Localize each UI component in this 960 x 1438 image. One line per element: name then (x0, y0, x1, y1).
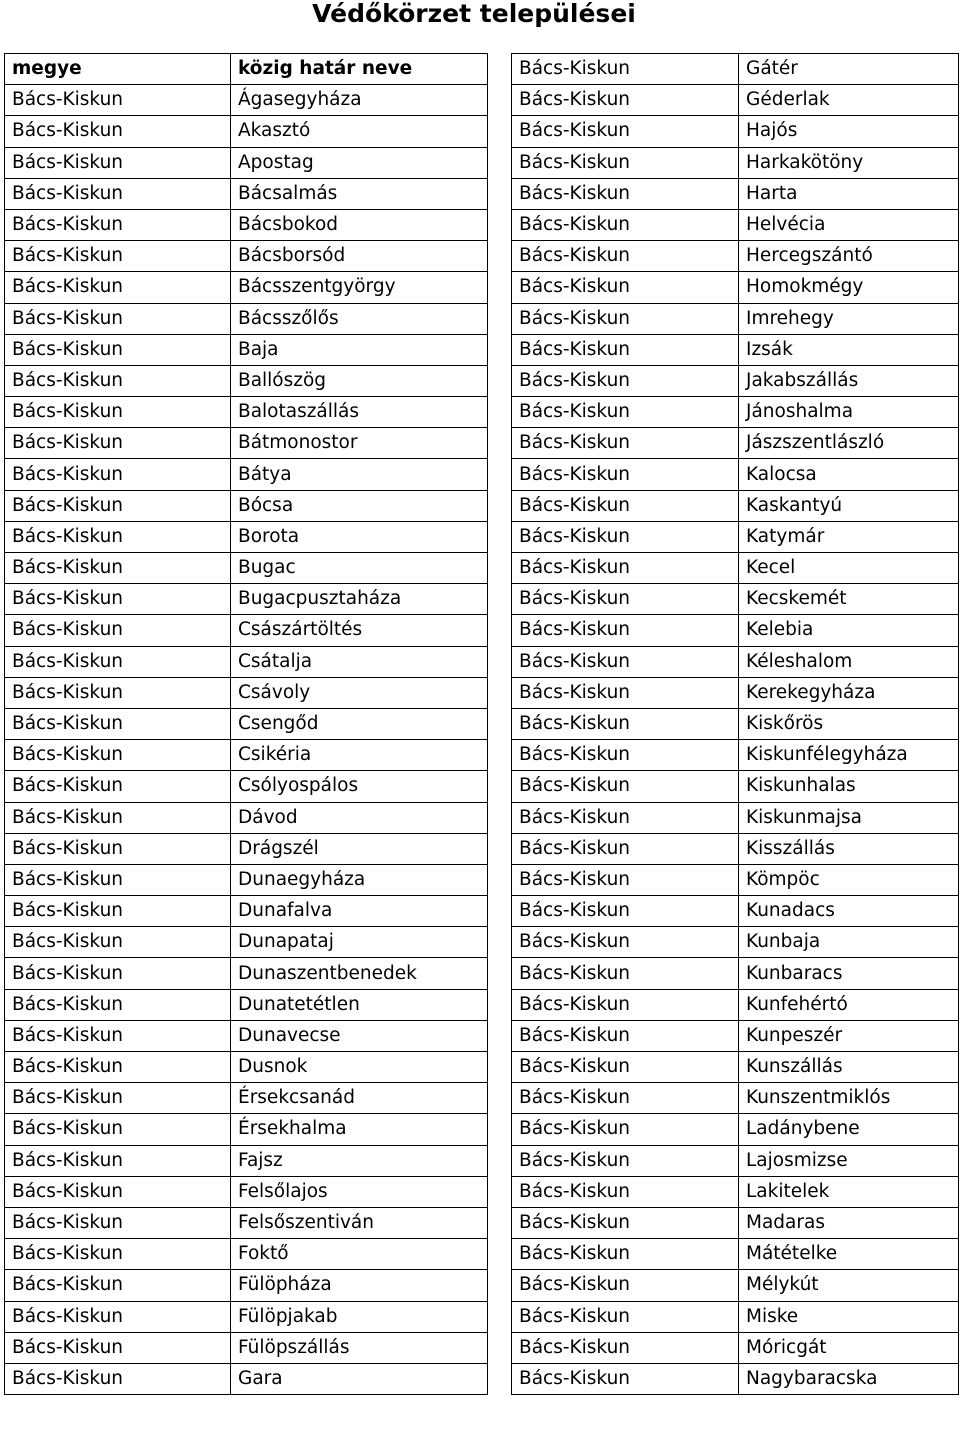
cell-county: Bács-Kiskun (512, 272, 739, 303)
table-row (512, 85, 959, 116)
table-row (5, 771, 488, 802)
table-row (512, 864, 959, 895)
cell-county: Bács-Kiskun (5, 334, 231, 365)
cell-settlement: Kunszentmiklós (739, 1083, 959, 1114)
cell-settlement: Helvécia (739, 209, 959, 240)
cell-county: Bács-Kiskun (512, 428, 739, 459)
cell-county: Bács-Kiskun (512, 553, 739, 584)
cell-settlement: Kunbaja (739, 927, 959, 958)
table-row (5, 116, 488, 147)
cell-settlement: Kiskunfélegyháza (739, 740, 959, 771)
cell-settlement: Bátya (231, 459, 488, 490)
table-row (512, 490, 959, 521)
cell-settlement: Kalocsa (739, 459, 959, 490)
cell-county: Bács-Kiskun (5, 1363, 231, 1394)
cell-settlement: Akasztó (231, 116, 488, 147)
cell-settlement: Érsekcsanád (231, 1083, 488, 1114)
cell-county: Bács-Kiskun (5, 1332, 231, 1363)
cell-county: Bács-Kiskun (512, 708, 739, 739)
table-row (5, 521, 488, 552)
cell-county: Bács-Kiskun (5, 833, 231, 864)
cell-county: Bács-Kiskun (512, 459, 739, 490)
cell-county: Bács-Kiskun (5, 303, 231, 334)
cell-settlement: Csólyospálos (231, 771, 488, 802)
cell-settlement: Gara (231, 1363, 488, 1394)
cell-county: Bács-Kiskun (5, 178, 231, 209)
cell-settlement: Bácsbokod (231, 209, 488, 240)
cell-settlement: Kömpöc (739, 864, 959, 895)
cell-settlement: Géderlak (739, 85, 959, 116)
table-row (512, 365, 959, 396)
cell-settlement: Bácsszőlős (231, 303, 488, 334)
table-row (512, 521, 959, 552)
cell-county: Bács-Kiskun (512, 927, 739, 958)
table-row (5, 802, 488, 833)
cell-settlement: Lakitelek (739, 1176, 959, 1207)
cell-county: Bács-Kiskun (512, 365, 739, 396)
table-row (512, 459, 959, 490)
cell-settlement: Izsák (739, 334, 959, 365)
cell-settlement: Dunapataj (231, 927, 488, 958)
table-row (512, 1083, 959, 1114)
table-row (512, 553, 959, 584)
cell-settlement: Drágszél (231, 833, 488, 864)
table-row (5, 272, 488, 303)
cell-county: Bács-Kiskun (5, 802, 231, 833)
cell-settlement: Felsőlajos (231, 1176, 488, 1207)
cell-settlement: Dunaegyháza (231, 864, 488, 895)
table-row (5, 241, 488, 272)
table-row (5, 459, 488, 490)
cell-county: Bács-Kiskun (5, 490, 231, 521)
cell-settlement: Katymár (739, 521, 959, 552)
table-row (5, 1145, 488, 1176)
table-row (5, 1301, 488, 1332)
cell-county: Bács-Kiskun (5, 1083, 231, 1114)
cell-county: Bács-Kiskun (5, 896, 231, 927)
header-boundary-name: közig határ neve (231, 54, 488, 85)
cell-county: Bács-Kiskun (512, 864, 739, 895)
cell-settlement: Balotaszállás (231, 397, 488, 428)
cell-county: Bács-Kiskun (512, 147, 739, 178)
cell-settlement: Dusnok (231, 1052, 488, 1083)
cell-settlement: Madaras (739, 1207, 959, 1238)
cell-county: Bács-Kiskun (512, 241, 739, 272)
cell-settlement: Dunatetétlen (231, 989, 488, 1020)
table-row (512, 209, 959, 240)
header-county: megye (5, 54, 231, 85)
cell-county: Bács-Kiskun (512, 1145, 739, 1176)
cell-settlement: Móricgát (739, 1332, 959, 1363)
table-row (512, 1270, 959, 1301)
table-header-row (5, 54, 488, 85)
table-row (5, 1114, 488, 1145)
cell-settlement: Bácsborsód (231, 241, 488, 272)
table-row (512, 1332, 959, 1363)
cell-county: Bács-Kiskun (512, 802, 739, 833)
cell-settlement: Ballószög (231, 365, 488, 396)
cell-settlement: Kiskőrös (739, 708, 959, 739)
cell-county: Bács-Kiskun (5, 708, 231, 739)
table-row (5, 958, 488, 989)
cell-settlement: Dunavecse (231, 1020, 488, 1051)
cell-county: Bács-Kiskun (512, 584, 739, 615)
cell-county: Bács-Kiskun (5, 1270, 231, 1301)
cell-settlement: Kunbaracs (739, 958, 959, 989)
table-row (512, 1052, 959, 1083)
cell-settlement: Fülöpháza (231, 1270, 488, 1301)
cell-settlement: Kerekegyháza (739, 677, 959, 708)
cell-county: Bács-Kiskun (5, 1145, 231, 1176)
cell-county: Bács-Kiskun (5, 864, 231, 895)
cell-county: Bács-Kiskun (512, 833, 739, 864)
page-title: Védőkörzet települései (312, 0, 636, 28)
table-row (5, 927, 488, 958)
cell-county: Bács-Kiskun (5, 1176, 231, 1207)
cell-county: Bács-Kiskun (5, 521, 231, 552)
cell-settlement: Felsőszentiván (231, 1207, 488, 1238)
cell-settlement: Nagybaracska (739, 1363, 959, 1394)
table-row (512, 428, 959, 459)
table-row (5, 740, 488, 771)
table-row (512, 1207, 959, 1238)
cell-county: Bács-Kiskun (512, 1020, 739, 1051)
table-row (512, 1176, 959, 1207)
table-row (512, 1363, 959, 1394)
cell-county: Bács-Kiskun (5, 1020, 231, 1051)
cell-county: Bács-Kiskun (512, 646, 739, 677)
cell-county: Bács-Kiskun (512, 178, 739, 209)
cell-settlement: Harta (739, 178, 959, 209)
cell-county: Bács-Kiskun (512, 1332, 739, 1363)
cell-county: Bács-Kiskun (512, 958, 739, 989)
cell-settlement: Harkakötöny (739, 147, 959, 178)
cell-county: Bács-Kiskun (512, 521, 739, 552)
table-row (5, 896, 488, 927)
table-row (512, 927, 959, 958)
table-row (5, 1270, 488, 1301)
cell-settlement: Mélykút (739, 1270, 959, 1301)
table-row (512, 677, 959, 708)
table-row (512, 646, 959, 677)
table-row (512, 54, 959, 85)
table-row (512, 740, 959, 771)
cell-settlement: Kiskunmajsa (739, 802, 959, 833)
cell-county: Bács-Kiskun (5, 397, 231, 428)
table-row (5, 553, 488, 584)
cell-settlement: Kunadacs (739, 896, 959, 927)
cell-county: Bács-Kiskun (512, 1239, 739, 1270)
table-row (5, 989, 488, 1020)
table-row (512, 1239, 959, 1270)
cell-county: Bács-Kiskun (5, 241, 231, 272)
table-row (512, 272, 959, 303)
cell-county: Bács-Kiskun (512, 209, 739, 240)
cell-settlement: Bócsa (231, 490, 488, 521)
cell-settlement: Baja (231, 334, 488, 365)
cell-county: Bács-Kiskun (512, 116, 739, 147)
cell-settlement: Ladánybene (739, 1114, 959, 1145)
cell-county: Bács-Kiskun (512, 615, 739, 646)
cell-county: Bács-Kiskun (512, 771, 739, 802)
cell-settlement: Kecel (739, 553, 959, 584)
table-row (5, 1052, 488, 1083)
table-row (512, 241, 959, 272)
table-row (512, 1301, 959, 1332)
table-row (5, 615, 488, 646)
cell-settlement: Bugacpusztaháza (231, 584, 488, 615)
cell-county: Bács-Kiskun (512, 1083, 739, 1114)
cell-county: Bács-Kiskun (5, 1052, 231, 1083)
cell-settlement: Csátalja (231, 646, 488, 677)
settlements-table-left (4, 53, 488, 1395)
cell-county: Bács-Kiskun (5, 147, 231, 178)
cell-county: Bács-Kiskun (5, 771, 231, 802)
table-row (5, 1207, 488, 1238)
cell-settlement: Bácsszentgyörgy (231, 272, 488, 303)
cell-county: Bács-Kiskun (5, 615, 231, 646)
cell-settlement: Jánoshalma (739, 397, 959, 428)
table-row (5, 1176, 488, 1207)
cell-county: Bács-Kiskun (5, 272, 231, 303)
cell-county: Bács-Kiskun (5, 740, 231, 771)
cell-settlement: Kisszállás (739, 833, 959, 864)
cell-county: Bács-Kiskun (512, 1114, 739, 1145)
cell-settlement: Bugac (231, 553, 488, 584)
cell-settlement: Jakabszállás (739, 365, 959, 396)
table-row (5, 1363, 488, 1394)
cell-county: Bács-Kiskun (5, 459, 231, 490)
table-row (512, 584, 959, 615)
cell-settlement: Homokmégy (739, 272, 959, 303)
table-row (512, 1145, 959, 1176)
cell-county: Bács-Kiskun (512, 334, 739, 365)
cell-county: Bács-Kiskun (5, 116, 231, 147)
cell-county: Bács-Kiskun (512, 303, 739, 334)
cell-county: Bács-Kiskun (5, 428, 231, 459)
cell-county: Bács-Kiskun (5, 1239, 231, 1270)
cell-county: Bács-Kiskun (5, 677, 231, 708)
table-row (5, 677, 488, 708)
cell-settlement: Kecskemét (739, 584, 959, 615)
cell-settlement: Borota (231, 521, 488, 552)
cell-settlement: Érsekhalma (231, 1114, 488, 1145)
cell-settlement: Bátmonostor (231, 428, 488, 459)
table-row (512, 708, 959, 739)
cell-county: Bács-Kiskun (512, 54, 739, 85)
cell-county: Bács-Kiskun (512, 1052, 739, 1083)
table-row (512, 147, 959, 178)
cell-county: Bács-Kiskun (5, 927, 231, 958)
table-row (5, 864, 488, 895)
table-row (5, 397, 488, 428)
cell-settlement: Mátételke (739, 1239, 959, 1270)
table-row (5, 428, 488, 459)
cell-county: Bács-Kiskun (512, 1363, 739, 1394)
cell-settlement: Kelebia (739, 615, 959, 646)
cell-county: Bács-Kiskun (5, 85, 231, 116)
cell-settlement: Kiskunhalas (739, 771, 959, 802)
cell-settlement: Dávod (231, 802, 488, 833)
cell-county: Bács-Kiskun (5, 1301, 231, 1332)
cell-settlement: Hercegszántó (739, 241, 959, 272)
cell-settlement: Csengőd (231, 708, 488, 739)
table-row (512, 958, 959, 989)
table-row (5, 1239, 488, 1270)
cell-county: Bács-Kiskun (5, 989, 231, 1020)
cell-settlement: Dunaszentbenedek (231, 958, 488, 989)
cell-settlement: Csikéria (231, 740, 488, 771)
table-row (512, 896, 959, 927)
cell-settlement: Fülöpszállás (231, 1332, 488, 1363)
cell-county: Bács-Kiskun (512, 490, 739, 521)
cell-settlement: Ágasegyháza (231, 85, 488, 116)
table-row (512, 1020, 959, 1051)
table-row (5, 365, 488, 396)
cell-settlement: Bácsalmás (231, 178, 488, 209)
table-row (5, 303, 488, 334)
cell-county: Bács-Kiskun (512, 740, 739, 771)
cell-county: Bács-Kiskun (512, 397, 739, 428)
cell-county: Bács-Kiskun (512, 677, 739, 708)
table-row (5, 708, 488, 739)
table-row (5, 147, 488, 178)
cell-settlement: Császártöltés (231, 615, 488, 646)
cell-county: Bács-Kiskun (512, 1270, 739, 1301)
table-row (512, 303, 959, 334)
cell-settlement: Kunfehértó (739, 989, 959, 1020)
cell-settlement: Csávoly (231, 677, 488, 708)
cell-settlement: Lajosmizse (739, 1145, 959, 1176)
cell-county: Bács-Kiskun (512, 85, 739, 116)
cell-county: Bács-Kiskun (512, 989, 739, 1020)
cell-county: Bács-Kiskun (5, 209, 231, 240)
cell-county: Bács-Kiskun (5, 1207, 231, 1238)
table-row (5, 209, 488, 240)
table-row (512, 397, 959, 428)
table-row (5, 490, 488, 521)
table-row (5, 178, 488, 209)
cell-county: Bács-Kiskun (512, 1207, 739, 1238)
cell-settlement: Apostag (231, 147, 488, 178)
cell-settlement: Kéleshalom (739, 646, 959, 677)
table-row (512, 615, 959, 646)
table-row (512, 116, 959, 147)
cell-county: Bács-Kiskun (5, 584, 231, 615)
cell-settlement: Hajós (739, 116, 959, 147)
cell-settlement: Dunafalva (231, 896, 488, 927)
table-row (5, 1020, 488, 1051)
table-row (5, 1332, 488, 1363)
cell-county: Bács-Kiskun (512, 1301, 739, 1332)
table-row (512, 802, 959, 833)
table-row (512, 771, 959, 802)
cell-settlement: Jászszentlászló (739, 428, 959, 459)
table-row (512, 1114, 959, 1145)
cell-county: Bács-Kiskun (5, 1114, 231, 1145)
cell-settlement: Kaskantyú (739, 490, 959, 521)
table-row (5, 1083, 488, 1114)
settlements-table-right-body (512, 54, 959, 1395)
table-row (5, 584, 488, 615)
table-row (5, 833, 488, 864)
cell-settlement: Imrehegy (739, 303, 959, 334)
cell-settlement: Gátér (739, 54, 959, 85)
table-row (5, 334, 488, 365)
cell-county: Bács-Kiskun (5, 365, 231, 396)
table-row (512, 833, 959, 864)
table-row (512, 334, 959, 365)
cell-settlement: Foktő (231, 1239, 488, 1270)
cell-county: Bács-Kiskun (512, 1176, 739, 1207)
cell-county: Bács-Kiskun (5, 553, 231, 584)
cell-settlement: Miske (739, 1301, 959, 1332)
table-row (512, 178, 959, 209)
table-row (5, 646, 488, 677)
table-row (5, 85, 488, 116)
cell-county: Bács-Kiskun (512, 896, 739, 927)
cell-settlement: Kunszállás (739, 1052, 959, 1083)
cell-county: Bács-Kiskun (5, 958, 231, 989)
cell-county: Bács-Kiskun (5, 646, 231, 677)
cell-settlement: Fajsz (231, 1145, 488, 1176)
settlements-table-right (511, 53, 959, 1395)
settlements-table-left-body (5, 54, 488, 1395)
cell-settlement: Kunpeszér (739, 1020, 959, 1051)
cell-settlement: Fülöpjakab (231, 1301, 488, 1332)
table-row (512, 989, 959, 1020)
